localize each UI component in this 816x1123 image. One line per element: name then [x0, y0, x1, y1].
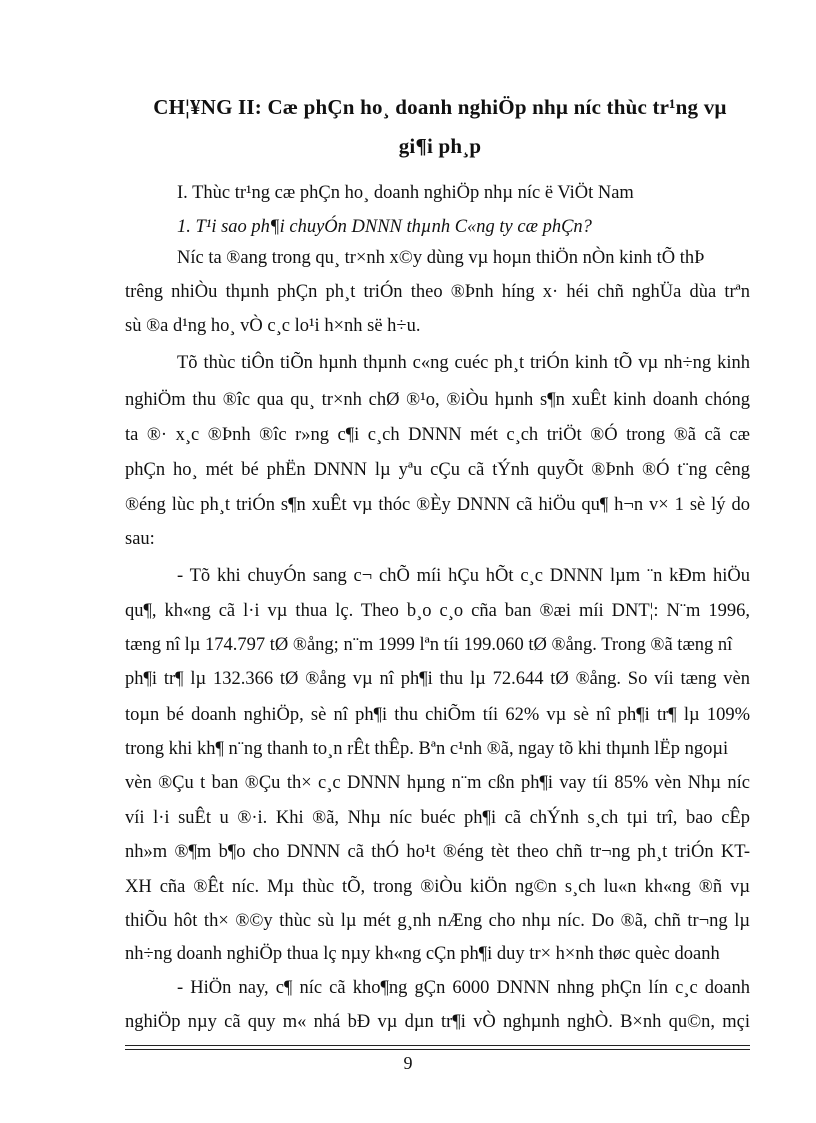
- body-line: víi l·i suÊt u ®·i. Khi ®ã, Nhµ níc buéc ph¶i cã chÝnh s¸ch tµi trî, bao cÊp: [125, 808, 750, 828]
- body-line: nghiÖp nµy cã quy m« nhá bÐ vµ dµn tr¶i vÒ nghµnh nghÒ. B×nh qu©n, mçi: [125, 1012, 750, 1032]
- body-line: ®éng lùc ph¸t triÓn s¶n xuÊt vµ thóc ®Èy DNNN cã hiÖu qu¶ h¬n v× 1 sè lý do: [125, 495, 750, 515]
- body-line: tæng nî lµ 174.797 tØ ®ång; n¨m 1999 lªn tíi 199.060 tØ ®ång. Trong ®ã tæng nî: [125, 635, 733, 655]
- body-line: XH cña ®Êt níc. Mµ thùc tÕ, trong ®iÒu kiÖn ng©n s¸ch lu«n kh«ng ®ñ vµ: [125, 877, 750, 897]
- body-line: qu¶, kh«ng cã l·i vµ thua lç. Theo b¸o c¸o cña ban ®æi míi DNT¦: N¨m 1996,: [125, 601, 750, 621]
- footer-rule-bottom: [125, 1049, 750, 1050]
- page-number: 9: [403, 1053, 413, 1073]
- body-line: Níc ta ®ang trong qu¸ tr×nh x©y dùng vµ hoµn thiÖn nÒn kinh tÕ thÞ: [177, 248, 705, 268]
- body-line: trêng nhiÒu thµnh phÇn ph¸t triÓn theo ®Þnh híng x· héi chñ nghÜa dùa trªn: [125, 282, 750, 302]
- body-line: toµn bé doanh nghiÖp, sè nî ph¶i thu chiÕm tíi 62% vµ sè nî ph¶i tr¶ lµ 109%: [125, 705, 750, 725]
- body-line: ph¶i tr¶ lµ 132.366 tØ ®ång vµ nî ph¶i thu lµ 72.644 tØ ®ång. So víi tæng vèn: [125, 669, 750, 689]
- body-line: - HiÖn nay, c¶ níc cã kho¶ng gÇn 6000 DNNN nhng phÇn lín c¸c doanh: [177, 978, 750, 998]
- body-line: nh»m ®¶m b¶o cho DNNN cã thÓ ho¹t ®éng tèt theo chñ tr¬ng ph¸t triÓn KT-: [125, 842, 750, 862]
- body-line: sù ®a d¹ng ho¸ vÒ c¸c lo¹i h×nh së h÷u.: [125, 316, 421, 336]
- body-line: nh÷ng doanh nghiÖp thua lç nµy kh«ng cÇn ph¶i duy tr× h×nh thøc quèc doanh: [125, 944, 720, 964]
- section-heading: I. Thùc tr¹ng cæ phÇn ho¸ doanh nghiÖp nhµ níc ë ViÖt Nam: [177, 183, 634, 203]
- body-line: Tõ thùc tiÔn tiÕn hµnh thµnh c«ng cuéc ph¸t triÓn kinh tÕ vµ nh÷ng kinh: [177, 353, 750, 373]
- subsection-heading: 1. T¹i sao ph¶i chuyÓn DNNN thµnh C«ng ty cæ phÇn?: [177, 217, 592, 237]
- body-line: phÇn ho¸ mét bé phËn DNNN lµ yªu cÇu cã tÝnh quyÕt ®Þnh ®Ó t¨ng cêng: [125, 460, 750, 480]
- body-line: nghiÖm thu ®îc qua qu¸ tr×nh chØ ®¹o, ®iÒu hµnh s¶n xuÊt kinh doanh chóng: [125, 390, 750, 410]
- chapter-title-line-1: CH¦¥NG II: Cæ phÇn ho¸ doanh nghiÖp nhµ níc thùc tr¹ng vµ: [153, 95, 727, 119]
- body-line: trong khi kh¶ n¨ng thanh to¸n rÊt thÊp. Bªn c¹nh ®ã, ngay tõ khi thµnh lËp ngoµi: [125, 739, 729, 759]
- body-line: - Tõ khi chuyÓn sang c¬ chÕ míi hÇu hÕt c¸c DNNN lµm ¨n kÐm hiÖu: [177, 566, 750, 586]
- footer-rule-top: [125, 1045, 750, 1046]
- body-line: sau:: [125, 529, 155, 549]
- body-line: thiÕu hôt th× ®©y thùc sù lµ mét g¸nh nÆng cho nhµ níc. Do ®ã, chñ tr¬ng lµ: [125, 911, 750, 931]
- body-line: ta ®· x¸c ®Þnh ®îc r»ng c¶i c¸ch DNNN mét c¸ch triÖt ®Ó trong ®ã cã cæ: [125, 425, 750, 445]
- chapter-title-line-2: gi¶i ph¸p: [398, 134, 482, 158]
- body-line: vèn ®Çu t ban ®Çu th× c¸c DNNN hµng n¨m cßn ph¶i vay tíi 85% vèn Nhµ níc: [125, 773, 750, 793]
